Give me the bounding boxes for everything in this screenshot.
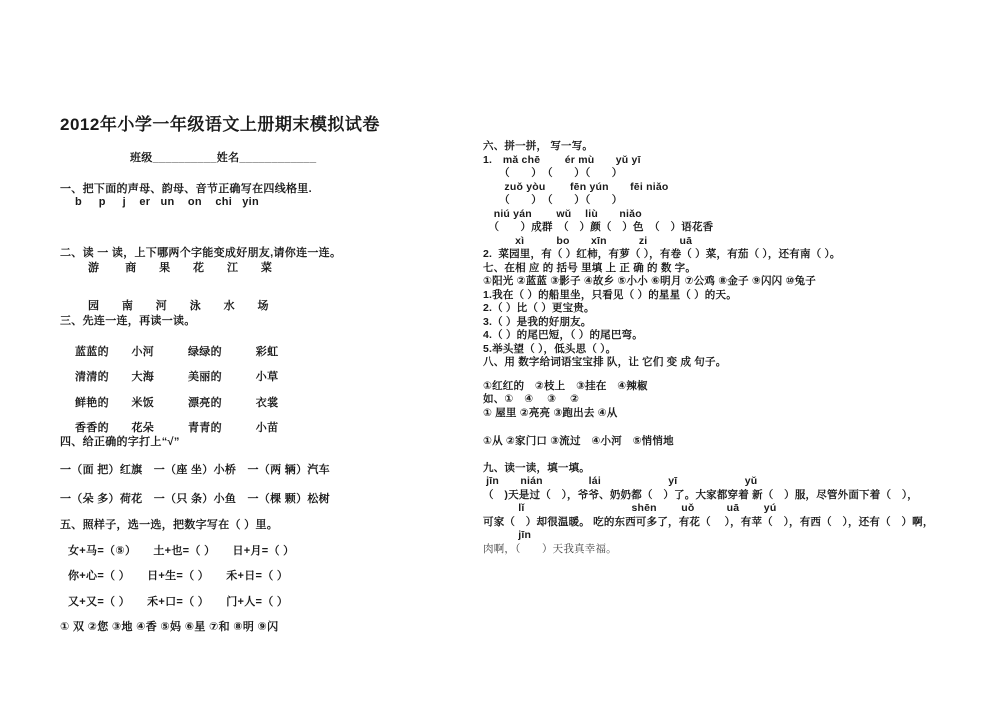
section-9	[483, 462, 963, 557]
pinyin-line: zuǒ yòu fēn yún fēi niǎo	[483, 180, 669, 193]
fill-sentence: 3.（ ）是我的好朋友。	[483, 315, 592, 328]
section-7	[483, 262, 963, 357]
section-2-heading: 二、读 一 读，上下哪两个字能变成好朋友,请你连一连。	[60, 246, 342, 259]
pinyin-hint-line: lǐ shēn uǒ uā yú	[483, 502, 777, 514]
pinyin-line: niú yán wǔ liù niǎo	[483, 207, 642, 220]
blank-brackets-line: （ ） （ ）（ ）	[483, 194, 623, 206]
pinyin-hint-line: xì bo xīn zi uā	[483, 234, 693, 247]
left-column	[60, 152, 475, 635]
word-group-line: ①红红的 ②枝上 ③挂在 ④辣椒	[483, 379, 648, 392]
section-3-heading: 三、先连一连，再读一读。	[60, 315, 196, 327]
equation-row: 你+心=（ ） 日+生=（ ） 禾+日=（ ）	[68, 570, 289, 582]
pinyin-line: 1. mǎ chē ér mù yǔ yī	[483, 153, 641, 166]
section-8-heading: 八、用 数字给词语宝宝排 队，让 它们 变 成 句子。	[483, 356, 727, 368]
pair-row: 香香的 花朵 青青的 小苗	[75, 422, 279, 434]
section-5-heading: 五、照样子，选一选，把数字写在（ ）里。	[60, 519, 279, 531]
section-7-heading: 七、在相 应 的 括号 里填 上 正 确 的 数 字。	[483, 261, 697, 274]
section-3	[60, 315, 475, 436]
match-row-bottom: 园 南 河 泳 水 场	[88, 299, 269, 312]
section-5-options: ① 双 ②您 ③地 ④香 ⑤妈 ⑥星 ⑦和 ⑧明 ⑨闪	[60, 621, 279, 633]
section-6	[483, 140, 963, 262]
pair-row: 鲜艳的 米饭 漂亮的 衣裳	[75, 396, 279, 409]
right-column	[483, 140, 963, 556]
pair-row: 蓝蓝的 小河 绿绿的 彩虹	[75, 345, 279, 358]
match-row-top: 游 商 果 花 江 菜	[88, 262, 273, 274]
section-4-heading: 四、给正确的字打上“√”	[60, 435, 180, 448]
choice-row: 一（面 把）红旗 一（座 坐）小桥 一（两 辆）汽车	[60, 464, 330, 476]
pinyin-hint-line: jīn nián lái yī yǔ	[483, 475, 758, 487]
fill-sentence: 1.我在（ ）的船里坐，只看见（ ）的星星（ ）的天。	[483, 288, 737, 301]
blank-brackets-line: （ ） （ ）（ ）	[483, 167, 623, 179]
section-7-options: ①阳光 ②蓝蓝 ③影子 ④故乡 ⑤小小 ⑥明月 ⑦公鸡 ⑧金子 ⑨闪闪 ⑩兔子	[483, 275, 816, 287]
section-6-heading: 六、拼一拼， 写一写。	[483, 140, 594, 152]
pinyin-hint-line: jīn	[483, 529, 532, 541]
fill-sentence: 4.（ ）的尾巴短，（ ）的尾巴弯。	[483, 329, 643, 341]
example-order-line: 如、① ④ ③ ②	[483, 393, 580, 405]
section-2	[60, 247, 475, 314]
exam-title: 2012年小学一年级语文上册期末模拟试卷	[60, 115, 380, 134]
section-5	[60, 519, 475, 635]
section-8	[483, 356, 963, 449]
cloze-sentence: 可家（ ）却很温暖。 吃的东西可多了，有花（ ），有苹（ ），有西（ ），还有（ ）啊，	[483, 515, 934, 528]
cloze-sentence-end: 肉啊，（ ）天我真幸福。	[483, 543, 617, 555]
word-group-line: ① 屋里 ②亮亮 ③跑出去 ④从	[483, 406, 618, 419]
section-9-heading: 九、读一读，填一填。	[483, 461, 590, 474]
fill-sentence: 2.（ ）比（ ）更宝贵。	[483, 302, 595, 314]
section-1	[60, 183, 475, 210]
equation-row: 又+又=（ ） 禾+口=（ ） 门+人=（ ）	[68, 595, 289, 608]
section-1-heading: 一、把下面的声母、韵母、音节正确写在四线格里.	[60, 182, 312, 195]
pair-row: 清清的 大海 美丽的 小草	[75, 371, 279, 383]
equation-row: 女+马=（⑤） 土+也=（ ） 日+月=（ ）	[68, 544, 295, 557]
choice-row: 一（朵 多）荷花 一（只 条）小鱼 一（棵 颗）松树	[60, 492, 330, 505]
idiom-blanks-line: （ ）成群 （ ）颜（ ）色 （ ）语花香	[483, 221, 714, 233]
word-group-line: ①从 ②家门口 ③流过 ④小河 ⑤悄悄地	[483, 435, 674, 447]
section-4	[60, 436, 475, 507]
class-name-line: 班级__________姓名____________	[130, 152, 317, 164]
cloze-sentence: （ )天是过（ ），爷爷、奶奶都（ ）了。大家都穿着 新（ ）服，尽管外面下着（ ），	[483, 488, 919, 501]
fill-sentence: 5.举头望（ ），低头思（ ）。	[483, 342, 617, 355]
sentence-blanks-line: 2. 菜园里，有（ ）红柿，有萝（ ），有卷（ ）菜，有茄（ ），还有南（ ）。	[483, 248, 841, 260]
pinyin-letters-line: b p j er un on chi yin	[75, 196, 260, 208]
